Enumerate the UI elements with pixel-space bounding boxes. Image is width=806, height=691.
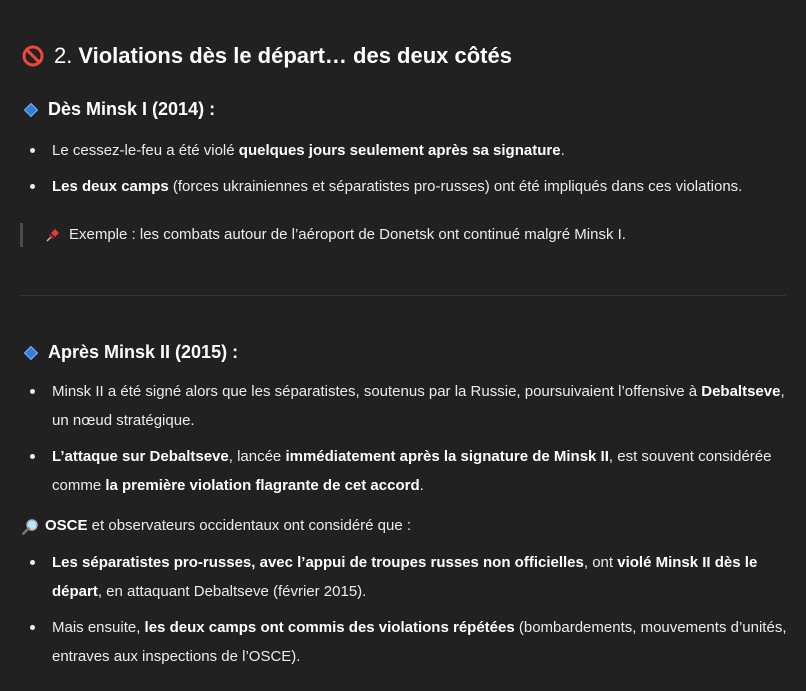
example-blockquote bbox=[20, 223, 626, 247]
section-number: 2. bbox=[54, 43, 73, 68]
minsk2-heading bbox=[24, 342, 238, 363]
item-bold: Les séparatistes pro-russes, avec l’appui de troupes russes non officielles bbox=[52, 554, 584, 571]
list-item bbox=[30, 172, 790, 201]
item-bold: immédiatement après la signature de Minsk II bbox=[285, 448, 609, 465]
item-text: Le cessez-le-feu a été violé bbox=[52, 142, 239, 159]
item-text: , un nœud stratégique. bbox=[52, 383, 785, 429]
osce-text: et observateurs occidentaux ont considéré que : bbox=[87, 517, 412, 534]
osce-list bbox=[30, 548, 790, 671]
item-bold: Debaltseve bbox=[701, 383, 781, 400]
item-text: . bbox=[419, 477, 424, 494]
pushpin-icon bbox=[45, 227, 61, 243]
item-bold: les deux camps ont commis des violations répétées bbox=[144, 619, 515, 636]
item-text: , est souvent considérée comme bbox=[52, 448, 772, 494]
osce-bold: OSCE bbox=[45, 517, 88, 534]
minsk1-heading bbox=[24, 99, 215, 120]
item-text: (forces ukrainiennes et séparatistes pro-russes) ont été impliqués dans ces violations. bbox=[168, 178, 743, 195]
divider bbox=[20, 295, 786, 296]
item-bold: L’attaque sur Debaltseve bbox=[52, 448, 229, 465]
item-bold: violé Minsk II dès le départ bbox=[52, 554, 758, 600]
minsk1-list bbox=[30, 136, 790, 201]
blue-diamond-icon bbox=[24, 346, 38, 360]
item-text: Mais ensuite, bbox=[52, 619, 145, 636]
list-item bbox=[30, 548, 790, 606]
item-text: , en attaquant Debaltseve (février 2015). bbox=[97, 583, 367, 600]
list-item bbox=[30, 613, 790, 671]
section-heading bbox=[22, 40, 512, 72]
item-text: (bombardements, mouvements d’unités, entraves aux inspections de l’OSCE). bbox=[52, 619, 787, 665]
item-text: Minsk II a été signé alors que les séparatistes, soutenus par la Russie, poursuivaient l’offensive à bbox=[52, 383, 702, 400]
prohibited-icon bbox=[22, 45, 44, 67]
item-text: , ont bbox=[583, 554, 618, 571]
magnifier-icon bbox=[22, 518, 39, 535]
list-item bbox=[30, 442, 790, 500]
list-item bbox=[30, 377, 790, 435]
item-text: , lancée bbox=[228, 448, 286, 465]
item-text: . bbox=[560, 142, 565, 159]
section-title: Violations dès le départ… des deux côtés bbox=[78, 43, 512, 68]
item-bold: Les deux camps bbox=[52, 178, 169, 195]
minsk1-heading-text: Dès Minsk I (2014) : bbox=[48, 99, 216, 119]
minsk2-list bbox=[30, 377, 790, 500]
list-item bbox=[30, 136, 790, 165]
blue-diamond-icon bbox=[24, 103, 38, 117]
osce-paragraph bbox=[22, 514, 411, 538]
minsk2-heading-text: Après Minsk II (2015) : bbox=[48, 342, 239, 362]
item-bold: quelques jours seulement après sa signature bbox=[238, 142, 561, 159]
item-bold: la première violation flagrante de cet accord bbox=[105, 477, 420, 494]
example-text: Exemple : les combats autour de l’aéroport de Donetsk ont continué malgré Minsk I. bbox=[69, 226, 626, 243]
